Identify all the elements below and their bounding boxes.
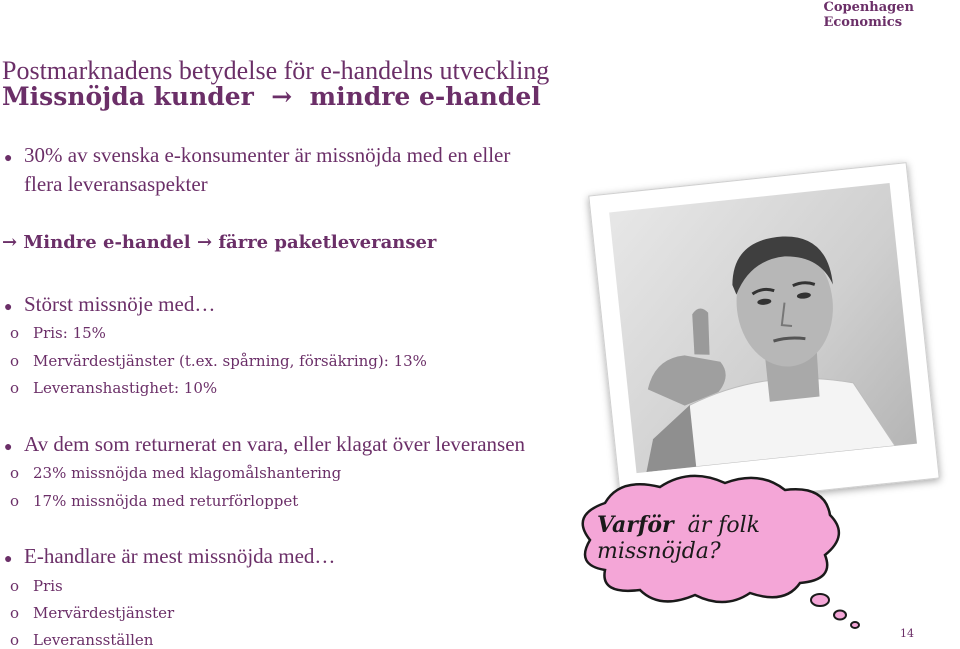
slide-subtitle: Postmarknadens betydelse för e-handelns utveckling — [2, 56, 550, 85]
bullet-dot-icon: ● — [4, 151, 13, 166]
thought-bubble-text — [597, 512, 760, 565]
sub-bullet-icon: o — [10, 604, 20, 622]
logo-line-2: Economics — [823, 15, 903, 30]
arrow-statement — [2, 232, 436, 253]
sub-item-text: Leveransställen — [33, 631, 154, 649]
bullet-4-text: E-handlare är mest missnöjda med… — [24, 544, 336, 568]
bullet-1-continuation: flera leveransaspekter — [24, 172, 208, 196]
bullet-4 — [4, 544, 335, 569]
bubble-rest-line1: är folk — [687, 513, 761, 538]
sub-item — [4, 352, 427, 370]
sub-item-text: 17% missnöjda med returförloppet — [33, 492, 299, 510]
sub-item — [4, 577, 63, 595]
sub-item-text: Mervärdestjänster — [33, 604, 175, 622]
sub-bullet-icon: o — [10, 492, 20, 510]
sub-item — [4, 464, 341, 482]
arrow-statement-part1: Mindre e-handel — [23, 232, 191, 253]
sub-bullet-icon: o — [10, 352, 20, 370]
sub-bullet-icon: o — [10, 464, 20, 482]
bullet-3-text: Av dem som returnerat en vara, eller klagat över leveransen — [24, 432, 526, 456]
arrow-icon: → — [262, 82, 301, 111]
sub-item-text: Mervärdestjänster (t.ex. spårning, försäkring): 13% — [33, 352, 427, 370]
sub-item — [4, 631, 153, 649]
arrow-icon: → — [196, 232, 213, 253]
sub-bullet-icon: o — [10, 577, 20, 595]
bubble-line2: missnöjda? — [597, 539, 721, 564]
sub-item — [4, 324, 106, 342]
bullet-dot-icon: ● — [4, 300, 13, 315]
bullet-1 — [4, 143, 510, 168]
bullet-3 — [4, 432, 525, 457]
arrow-icon: → — [2, 232, 18, 253]
man-thumbs-down-illustration — [609, 183, 917, 473]
sub-item — [4, 379, 217, 397]
sub-item — [4, 604, 174, 622]
title-left: Missnöjda kunder — [2, 82, 254, 111]
company-logo — [823, 0, 914, 30]
logo-line-1: Copenhagen — [823, 0, 914, 15]
bullet-1-text: 30% av svenska e-konsumenter är missnöjda med en eller — [24, 143, 511, 167]
sub-bullet-icon: o — [10, 324, 20, 342]
slide-title — [2, 82, 541, 111]
bubble-bold-word: Varför — [597, 512, 674, 538]
sub-bullet-icon: o — [10, 379, 20, 397]
page-number: 14 — [900, 627, 914, 640]
sub-bullet-icon: o — [10, 631, 20, 649]
sub-item-text: Pris — [33, 577, 63, 595]
bullet-2 — [4, 292, 215, 317]
title-right: mindre e-handel — [309, 82, 541, 111]
thumbs-down-photo — [609, 183, 917, 473]
sub-item-text: Leveranshastighet: 10% — [33, 379, 218, 397]
sub-item-text: 23% missnöjda med klagomålshantering — [33, 464, 342, 482]
bullet-2-text: Störst missnöje med… — [24, 292, 216, 316]
photo-frame — [588, 162, 939, 512]
bullet-dot-icon: ● — [4, 440, 13, 455]
arrow-statement-part2: färre paketleveranser — [218, 232, 437, 253]
sub-item — [4, 492, 298, 510]
bullet-dot-icon: ● — [4, 552, 13, 567]
sub-item-text: Pris: 15% — [33, 324, 106, 342]
